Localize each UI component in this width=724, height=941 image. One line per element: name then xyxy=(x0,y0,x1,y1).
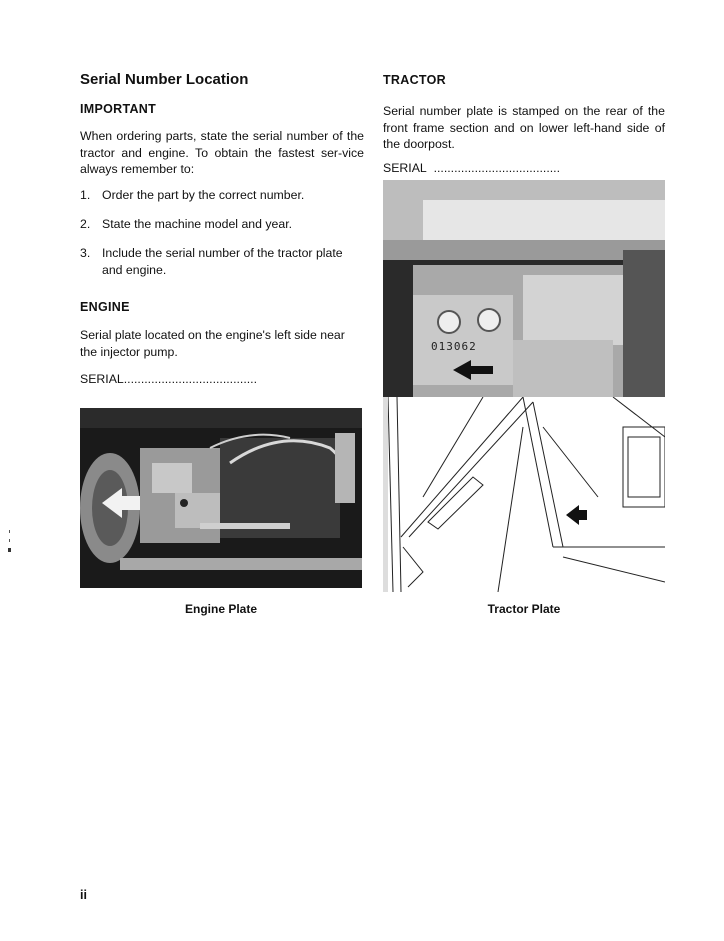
engine-illustration xyxy=(80,408,362,588)
page-number: ii xyxy=(80,888,87,902)
list-item-text: Include the serial number of the tractor plate and engine. xyxy=(102,246,343,277)
serial-dots: ..................................... xyxy=(433,161,561,175)
plate-number: 013062 xyxy=(431,340,477,353)
list-item xyxy=(80,216,364,234)
tractor-heading: TRACTOR xyxy=(383,73,446,87)
list-item-number: 1. xyxy=(80,188,91,202)
list-item-text: Order the part by the correct number. xyxy=(102,188,305,202)
page-title: Serial Number Location xyxy=(80,71,249,88)
list-item xyxy=(80,245,364,281)
doorpost-illustration xyxy=(383,397,665,592)
engine-text: Serial plate located on the engine's left side near the injector pump. xyxy=(80,328,345,359)
list-item-text: State the machine model and year. xyxy=(102,217,293,231)
tractor-plate-photo xyxy=(383,180,665,397)
list-item-number: 3. xyxy=(80,246,91,260)
tractor-photo-caption: Tractor Plate xyxy=(487,602,561,616)
tractor-plate-illustration xyxy=(383,180,665,397)
engine-photo xyxy=(80,408,362,588)
important-heading: IMPORTANT xyxy=(80,102,157,116)
serial-label: SERIAL xyxy=(80,372,124,386)
margin-marks xyxy=(8,528,11,566)
engine-heading: ENGINE xyxy=(80,300,130,314)
tractor-doorpost-drawing xyxy=(383,397,665,592)
tractor-text: Serial number plate is stamped on the rear of the front frame section and on lower left-hand side of the doorpost. xyxy=(383,104,665,151)
list-item xyxy=(80,187,364,205)
engine-photo-caption: Engine Plate xyxy=(184,602,258,616)
tractor-serial-line xyxy=(383,161,665,175)
serial-dots: ....................................... xyxy=(123,372,257,386)
important-text: When ordering parts, state the serial number of the tractor and engine. To obtain the fastest ser-vice always remember to: xyxy=(80,129,364,176)
serial-label: SERIAL xyxy=(383,161,427,175)
engine-serial-line xyxy=(80,372,364,386)
list-item-number: 2. xyxy=(80,217,91,231)
